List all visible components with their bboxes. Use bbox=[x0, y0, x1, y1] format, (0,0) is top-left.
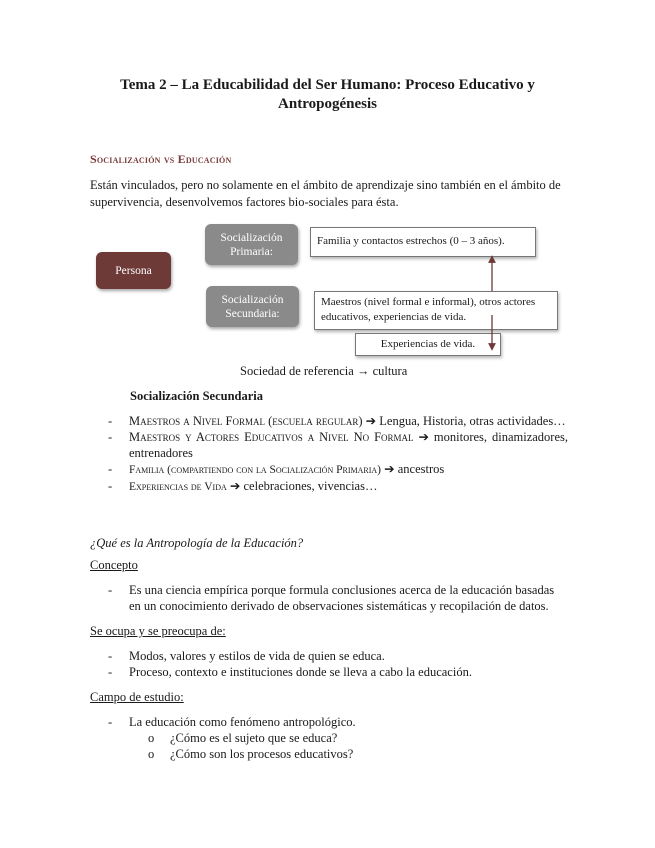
socializacion-primaria-box: Socialización Primaria: bbox=[205, 224, 298, 265]
secundaria-list bbox=[108, 413, 568, 495]
list-item: - Proceso, contexto e instituciones donde se lleva a cabo la educación. bbox=[108, 665, 472, 679]
familia-box: Familia y contactos estrechos (0 – 3 años). bbox=[310, 227, 536, 257]
ocupa-label: Se ocupa y se preocupa de: bbox=[90, 624, 226, 638]
connector-arrows bbox=[480, 255, 504, 351]
list-item: - Familia (compartiendo con la Socialización Primaria) ➔ ancestros bbox=[108, 462, 445, 476]
list-item: - Modos, valores y estilos de vida de quien se educa. bbox=[108, 649, 385, 663]
secundaria-heading: Socialización Secundaria bbox=[130, 389, 263, 403]
title-line-1: Tema 2 – La Educabilidad del Ser Humano: Proceso Educativo y bbox=[120, 77, 535, 93]
campo-label: Campo de estudio: bbox=[90, 690, 184, 704]
list-item: - Maestros a Nivel Formal (escuela regular) ➔ Lengua, Historia, otras actividades… bbox=[108, 414, 566, 428]
arrow-icon: ➔ bbox=[418, 430, 429, 444]
list-item: - La educación como fenómeno antropológico. bbox=[108, 715, 356, 729]
arrow-icon: ➔ bbox=[229, 479, 241, 493]
arrow-icon: ➔ bbox=[365, 414, 377, 428]
antropologia-question: ¿Qué es la Antropología de la Educación? bbox=[90, 536, 304, 550]
list-item: o ¿Cómo es el sujeto que se educa? bbox=[148, 731, 338, 745]
list-item: - Es una ciencia empírica porque formula conclusiones acerca de la educación basadas en un conocimiento derivado de observaciones sistemáticas y recopilación de datos. bbox=[108, 583, 555, 613]
campo-list bbox=[108, 714, 568, 730]
list-item: o ¿Cómo son los procesos educativos? bbox=[148, 747, 354, 761]
section-heading: Socialización vs Educación bbox=[90, 152, 232, 166]
ocupa-list bbox=[108, 648, 568, 680]
list-item: - Maestros y Actores Educativos a Nivel No Formal ➔ monitores, dinamizadores, entrenadores bbox=[108, 430, 569, 460]
page-title bbox=[90, 76, 565, 114]
title-line-2: Antropogénesis bbox=[278, 96, 377, 112]
concepto-label: Concepto bbox=[90, 558, 138, 572]
persona-box: Persona bbox=[96, 252, 171, 289]
socializacion-secundaria-box: Socialización Secundaria: bbox=[206, 286, 299, 327]
list-item: - Experiencias de Vida ➔ celebraciones, vivencias… bbox=[108, 479, 378, 493]
campo-sublist bbox=[148, 730, 353, 762]
arrow-icon: ➔ bbox=[384, 462, 395, 476]
intro-paragraph: Están vinculados, pero no solamente en el ámbito de aprendizaje sino también en el ámbito de supervivencia, desenvolvemos factores bio-sociales para ésta. bbox=[90, 178, 561, 209]
concepto-list bbox=[108, 582, 568, 614]
diagram-caption: Sociedad de referencia → cultura bbox=[240, 364, 408, 378]
experiencias-box: Experiencias de vida. bbox=[355, 333, 501, 356]
maestros-box: Maestros (nivel formal e informal), otros actores educativos, experiencias de vida. bbox=[314, 291, 558, 330]
